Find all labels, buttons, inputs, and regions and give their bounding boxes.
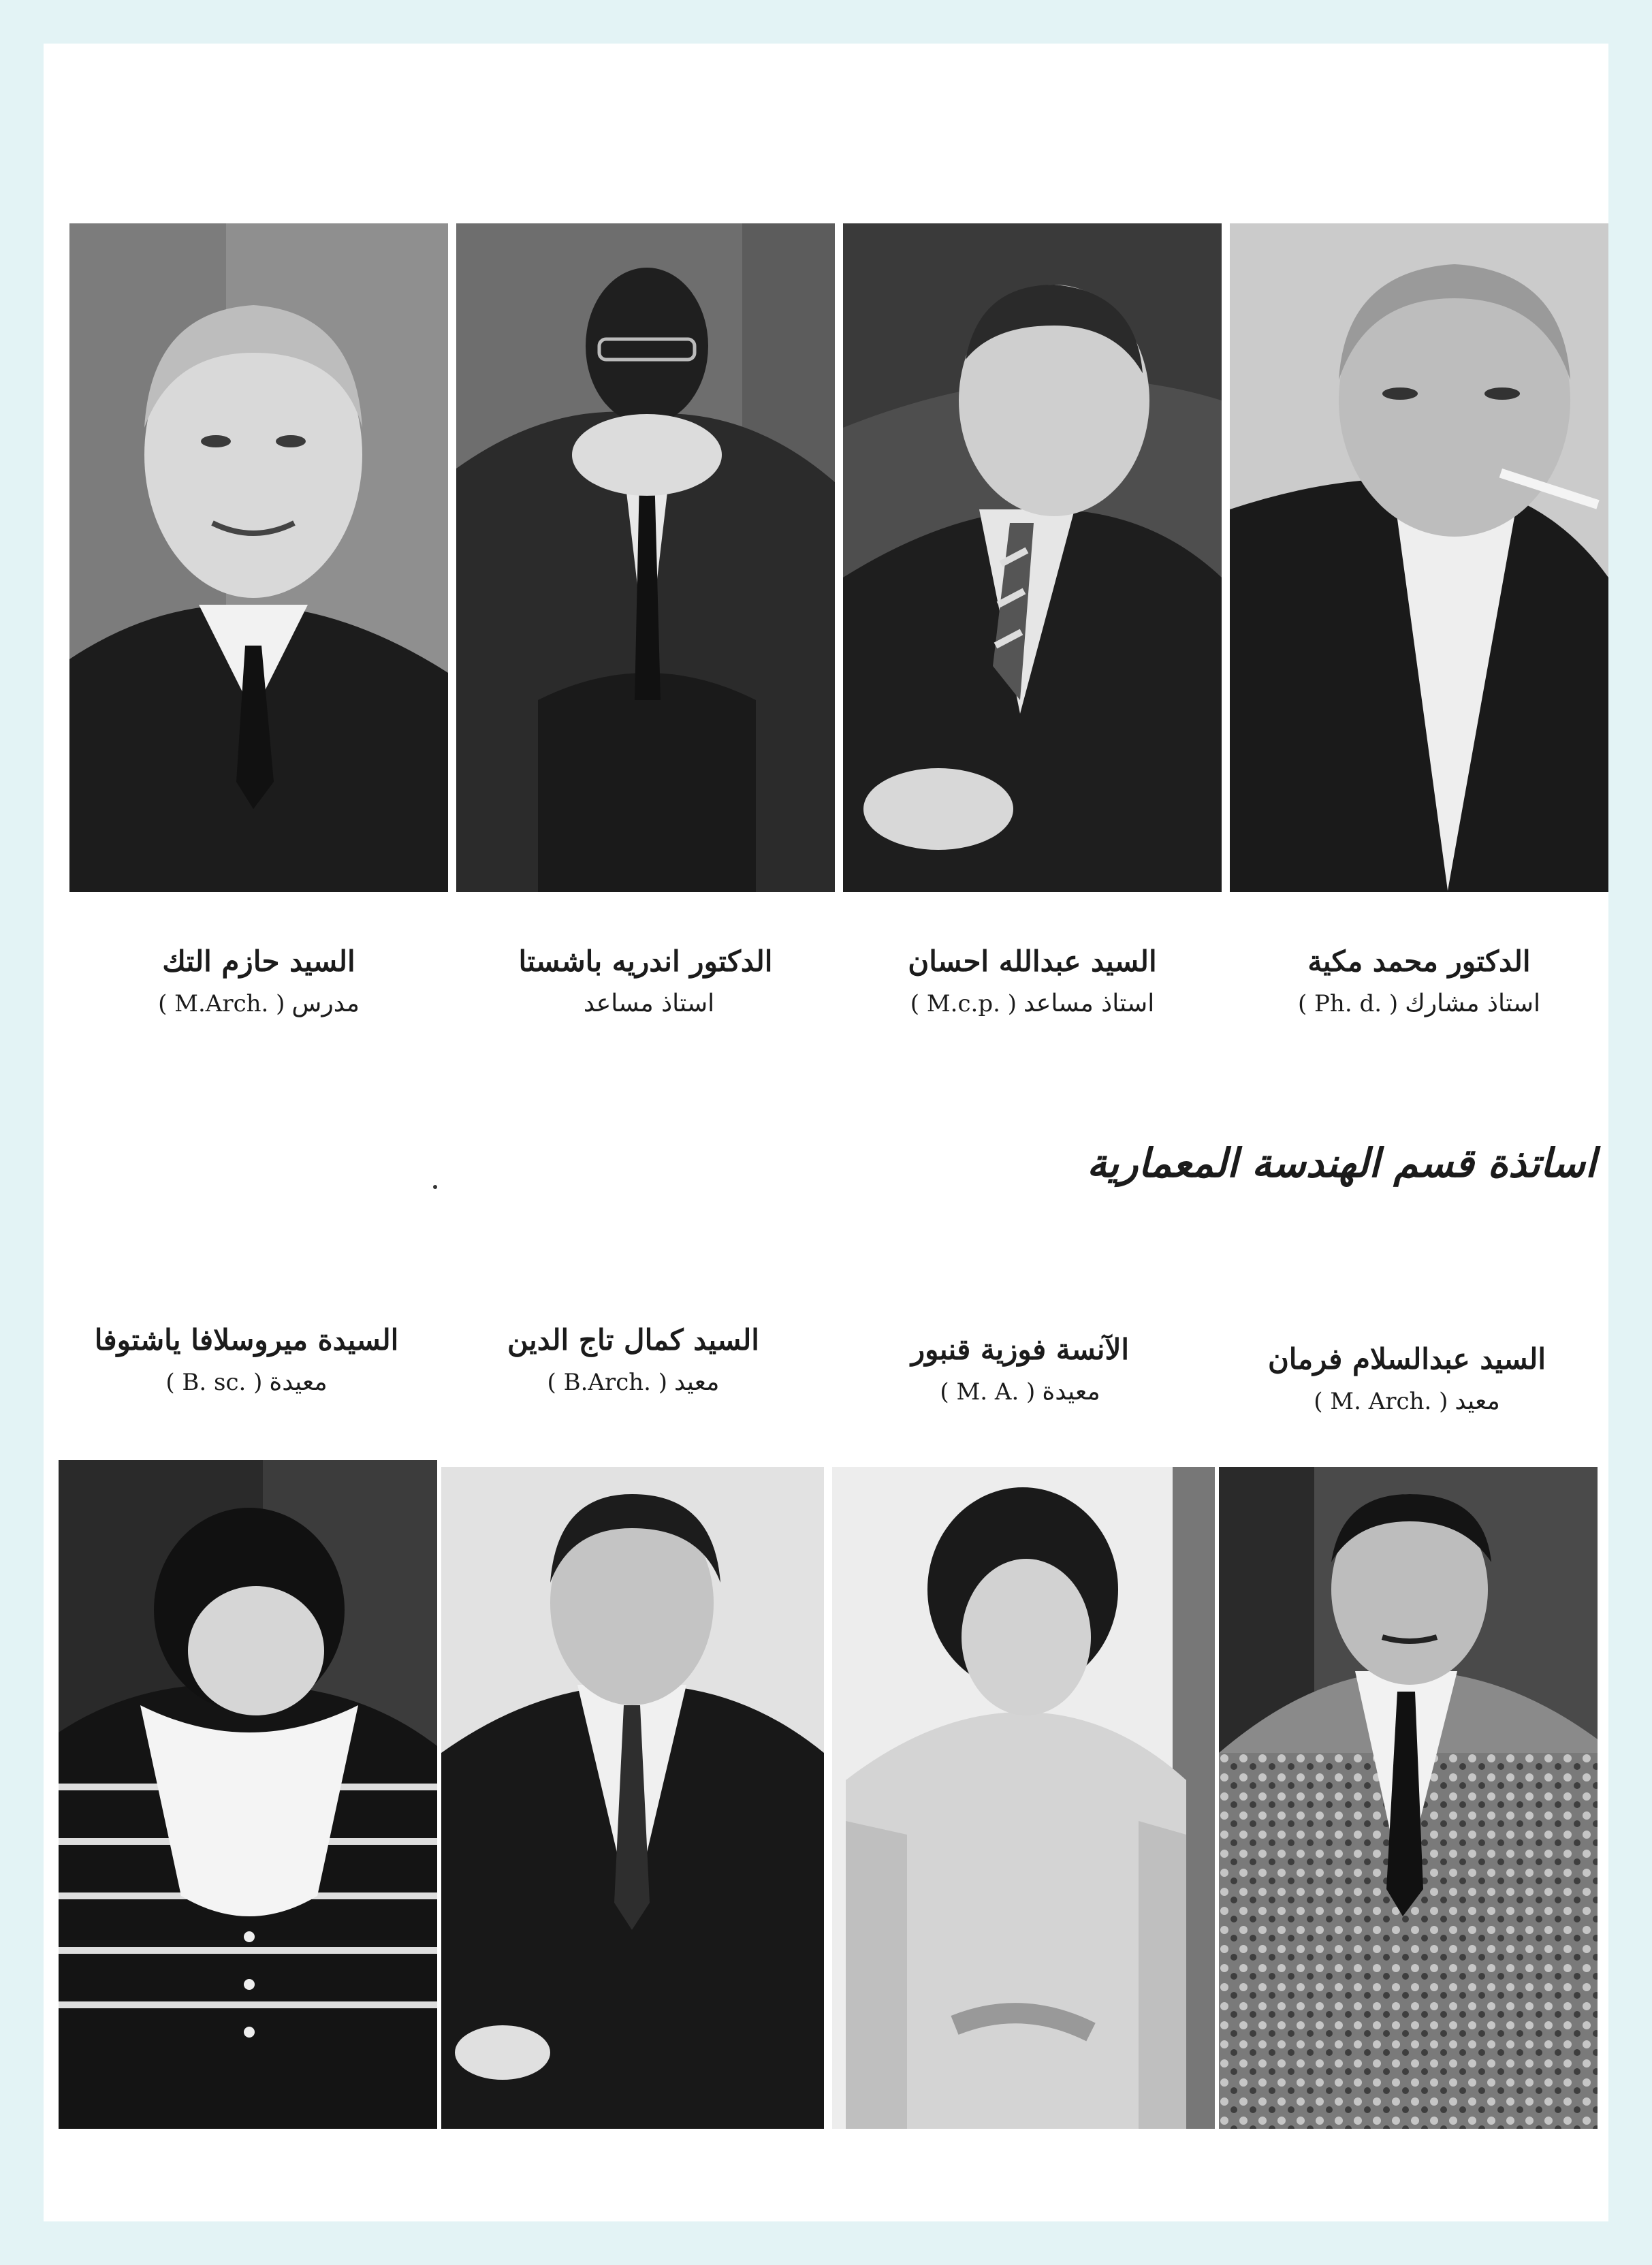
person-title: استاذ مساعد <box>583 989 715 1017</box>
degree: ( M.c.p. ) <box>910 990 1017 1017</box>
yearbook-page <box>44 44 1608 2221</box>
photo-man-grey-hair <box>69 223 448 892</box>
caption-bottom-4 <box>1230 1337 1584 1422</box>
caption-top-3 <box>855 940 1209 1024</box>
photo-man-striped-tie <box>843 223 1222 892</box>
photo-man-dark-suit <box>441 1467 824 2129</box>
photo-woman-white-collar <box>59 1460 437 2129</box>
person-name: الدكتور اندريه باشستا <box>518 945 773 978</box>
person-title: معيدة( M. A. ) <box>843 1372 1197 1412</box>
caption-bottom-2 <box>456 1318 810 1403</box>
degree: ( M.Arch. ) <box>158 990 285 1017</box>
person-title: مدرس( M.Arch. ) <box>82 983 436 1024</box>
degree: ( M. Arch. ) <box>1314 1388 1448 1415</box>
person-name: السيد عبدالسلام فرمان <box>1267 1342 1546 1376</box>
person-title: استاذ مساعد( M.c.p. ) <box>855 983 1209 1024</box>
caption-bottom-1 <box>69 1318 424 1403</box>
photo-woman-light-sweater <box>832 1467 1215 2129</box>
photo-man-cigarette <box>1230 223 1608 892</box>
person-name: السيد حازم التك <box>162 945 355 978</box>
caption-top-1 <box>82 940 436 1024</box>
person-title: معيد( M. Arch. ) <box>1230 1381 1584 1422</box>
photo-man-patterned-jacket <box>1219 1467 1598 2129</box>
person-name: الآنسة فوزية قنبور <box>910 1333 1130 1366</box>
page-heading: اساتذة قسم الهندسة المعمارية <box>1087 1140 1596 1186</box>
ink-dot <box>433 1185 437 1189</box>
photo-man-glasses-clasped-hands <box>456 223 835 892</box>
person-name: السيد كمال تاج الدين <box>507 1323 759 1357</box>
person-title: استاذ مشارك( Ph. d. ) <box>1242 983 1596 1024</box>
person-title: معيد( B.Arch. ) <box>456 1362 810 1403</box>
person-name: السيد عبدالله احسان <box>908 945 1157 978</box>
person-name: الدكتور محمد مكية <box>1307 945 1531 978</box>
caption-bottom-3 <box>843 1328 1197 1412</box>
caption-top-4 <box>1242 940 1596 1024</box>
person-title: معيدة( B. sc. ) <box>69 1362 424 1403</box>
degree: ( B. sc. ) <box>165 1369 263 1396</box>
degree: ( B.Arch. ) <box>547 1369 668 1396</box>
caption-top-2 <box>468 940 823 1024</box>
degree: ( Ph. d. ) <box>1297 990 1399 1017</box>
degree: ( M. A. ) <box>940 1378 1036 1406</box>
person-name: السيدة ميروسلافا ياشتوفا <box>94 1323 399 1357</box>
